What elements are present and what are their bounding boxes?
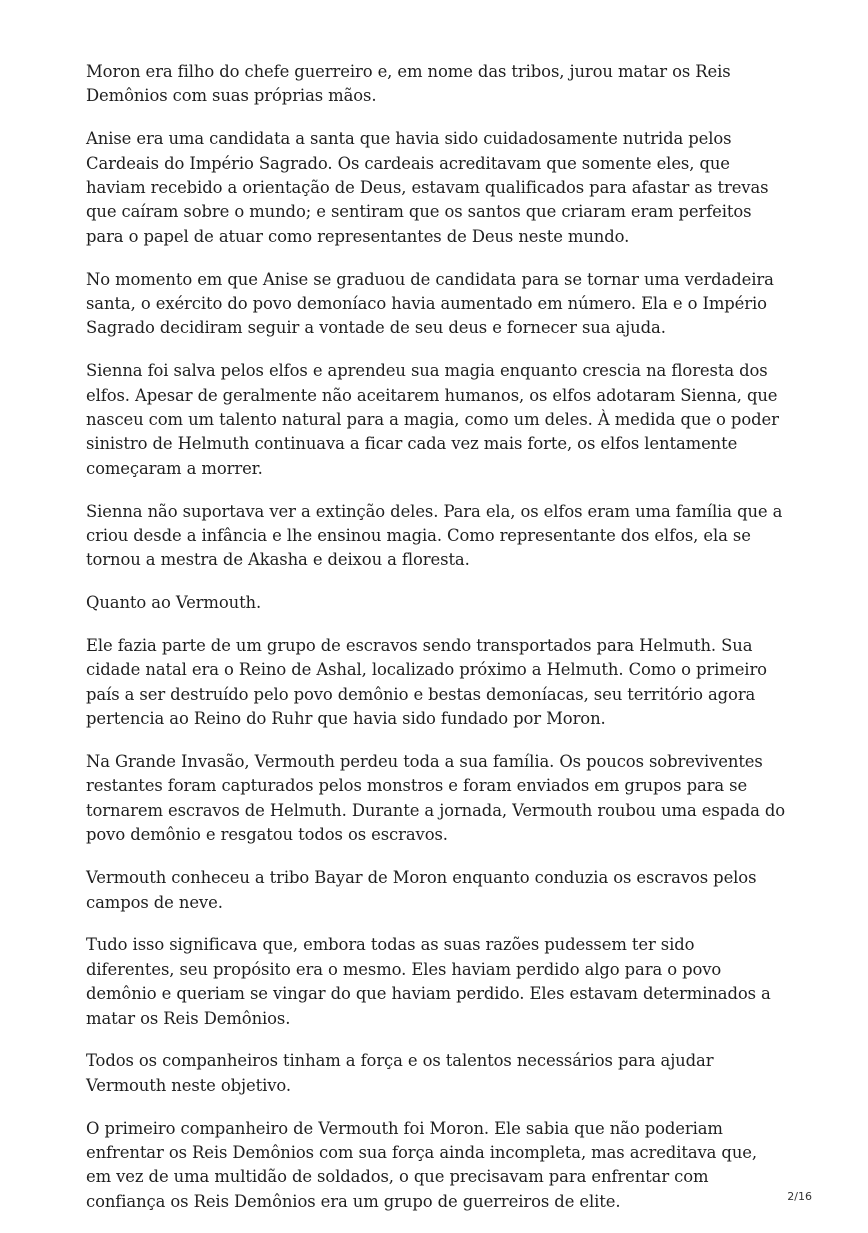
- document-body: [86, 60, 786, 1233]
- paragraph-5: Sienna não suportava ver a extinção deles. Para ela, os elfos eram uma família que a criou desde a infância e lhe ensinou magia. Como representante dos elfos, ela se tornou a mestra de Akasha e deixou a floresta.: [86, 501, 783, 570]
- paragraph-10: Tudo isso significava que, embora todas as suas razões pudessem ter sido diferentes, seu propósito era o mesmo. Eles haviam perdido algo para o povo demônio e queriam se vingar do que haviam perdido. Eles estavam determinados a matar os Reis Demônios.: [86, 935, 771, 1028]
- paragraph-12: O primeiro companheiro de Vermouth foi Moron. Ele sabia que não poderiam enfrentar os Reis Demônios com sua força ainda incompleta, mas acreditava que, em vez de uma multidão de soldados, o que precisavam para enfrentar com confiança os Reis Demônios era um grupo de guerreiros de elite.: [86, 1118, 757, 1211]
- paragraph-1: Moron era filho do chefe guerreiro e, em nome das tribos, jurou matar os Reis Demônios com suas próprias mãos.: [86, 62, 731, 106]
- paragraph-2: Anise era uma candidata a santa que havia sido cuidadosamente nutrida pelos Cardeais do Império Sagrado. Os cardeais acreditavam que somente eles, que haviam recebido a orientação de Deus, estavam qualificados para afastar as trevas que caíram sobre o mundo; e sentiram que os santos que criaram eram perfeitos para o papel de atuar como representantes de Deus neste mundo.: [86, 129, 769, 246]
- paragraph-4: Sienna foi salva pelos elfos e aprendeu sua magia enquanto crescia na floresta dos elfos. Apesar de geralmente não aceitarem humanos, os elfos adotaram Sienna, que nasceu com um talento natural para a magia, como um deles. À medida que o poder sinistro de Helmuth continuava a ficar cada vez mais forte, os elfos lentamente começaram a morrer.: [86, 361, 779, 478]
- paragraph-3: No momento em que Anise se graduou de candidata para se tornar uma verdadeira santa, o exército do povo demoníaco havia aumentado em número. Ela e o Império Sagrado decidiram seguir a vontade de seu deus e fornecer sua ajuda.: [86, 269, 774, 338]
- paragraph-6: Quanto ao Vermouth.: [86, 593, 262, 613]
- paragraph-8: Na Grande Invasão, Vermouth perdeu toda a sua família. Os poucos sobreviventes restantes foram capturados pelos monstros e foram enviados em grupos para se tornarem escravos de Helmuth. Durante a jornada, Vermouth roubou uma espada do povo demônio e resgatou todos os escravos.: [86, 752, 786, 845]
- paragraph-7: Ele fazia parte de um grupo de escravos sendo transportados para Helmuth. Sua cidade natal era o Reino de Ashal, localizado próximo a Helmuth. Como o primeiro país a ser destruído pelo povo demônio e bestas demoníacas, seu território agora pertencia ao Reino do Ruhr que havia sido fundado por Moron.: [86, 636, 767, 729]
- paragraph-11: Todos os companheiros tinham a força e os talentos necessários para ajudar Vermouth neste objetivo.: [86, 1051, 714, 1095]
- page-number: 2/16: [787, 1190, 812, 1203]
- paragraph-9: Vermouth conheceu a tribo Bayar de Moron enquanto conduzia os escravos pelos campos de neve.: [86, 868, 757, 912]
